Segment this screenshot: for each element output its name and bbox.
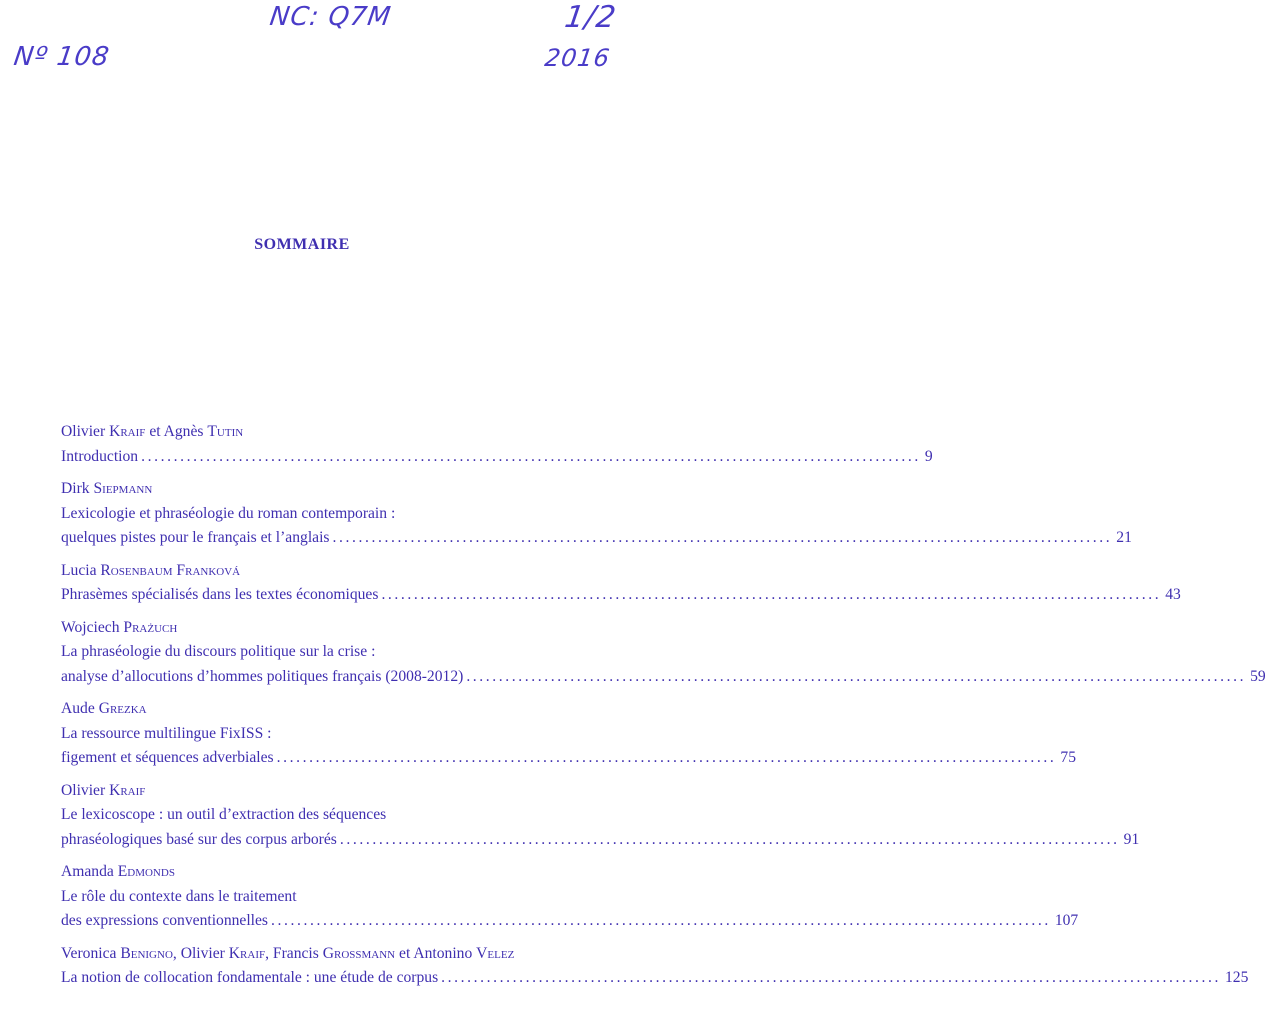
author-last-name: Siepmann (93, 480, 153, 497)
dot-leader: ........................................................................................................................ (441, 969, 1221, 986)
author-first-name: Veronica (61, 944, 117, 962)
dot-leader: ........................................................................................................................ (271, 912, 1051, 929)
toc-title-line (61, 722, 547, 747)
toc-entry (61, 860, 1079, 934)
toc-entry (61, 420, 933, 469)
toc-title-text: quelques pistes pour le français et l’anglais (61, 529, 330, 546)
toc-page-number: 91 (1123, 830, 1140, 848)
toc-title-text: figement et séquences adverbiales (61, 749, 274, 766)
dot-leader: ........................................................................................................................ (381, 586, 1162, 603)
toc-title-text: La notion de collocation fondamentale : une étude de corpus (61, 969, 439, 986)
toc-page-number: 43 (1165, 586, 1181, 603)
toc-title-line (61, 909, 1079, 934)
toc-title-line (61, 885, 547, 910)
author-first-name: Francis (272, 944, 319, 962)
dot-leader: ........................................................................................................................ (141, 447, 921, 465)
author-last-name: Edmonds (117, 863, 175, 880)
handwritten-number: Nº 108 (11, 42, 112, 72)
toc-authors (61, 616, 547, 641)
author-last-name: Rosenbaum Franková (100, 561, 241, 579)
author-first-name: Olivier (61, 423, 106, 440)
handwritten-fraction: 1/2 (562, 0, 619, 35)
toc-page-number: 21 (1116, 529, 1132, 546)
table-of-contents (61, 420, 1266, 999)
toc-authors (61, 559, 547, 584)
toc-entry (61, 697, 1076, 771)
author-separator: et (149, 423, 161, 440)
toc-title-text: Phrasèmes spécialisés dans les textes économiques (61, 586, 379, 603)
toc-title-line (61, 583, 1181, 608)
toc-page-number: 107 (1054, 912, 1079, 929)
toc-title-line (61, 966, 1249, 991)
author-last-name: Kraif (109, 781, 146, 799)
author-first-name: Agnès (163, 423, 204, 440)
toc-title-text: Le rôle du contexte dans le traitement (61, 887, 297, 905)
dot-leader: ........................................................................................................................ (339, 830, 1120, 848)
author-separator: , (172, 944, 177, 962)
author-last-name: Grezka (98, 700, 147, 717)
toc-title-text: La phraséologie du discours politique sur la crise : (61, 643, 376, 660)
toc-authors (61, 779, 547, 804)
toc-page-number: 75 (1060, 749, 1076, 766)
toc-title-line (61, 640, 547, 665)
author-separator: et (399, 944, 411, 962)
author-last-name: Velez (476, 944, 515, 962)
toc-page-number: 59 (1250, 667, 1266, 685)
toc-title-line (61, 502, 547, 527)
author-last-name: Prażuch (123, 618, 178, 636)
toc-entry (61, 477, 1132, 551)
toc-authors (61, 420, 547, 445)
toc-title-text: La ressource multilingue FixISS : (61, 724, 272, 742)
author-first-name: Dirk (61, 480, 90, 497)
toc-entry (61, 942, 1249, 991)
toc-title-text: analyse d’allocutions d’hommes politiques français (2008-2012) (61, 667, 464, 685)
author-last-name: Tutin (207, 423, 244, 440)
toc-title-text: phraséologiques basé sur des corpus arborés (61, 830, 337, 848)
author-first-name: Amanda (61, 863, 114, 880)
handwritten-nc-code: NC: Q7M (267, 2, 394, 32)
page-title: SOMMAIRE (254, 236, 350, 253)
author-last-name: Kraif (109, 423, 146, 440)
toc-entry (61, 779, 1140, 853)
author-first-name: Olivier (180, 944, 225, 962)
toc-title-line (61, 445, 933, 470)
author-first-name: Antonino (413, 944, 473, 962)
dot-leader: ........................................................................................................................ (332, 529, 1113, 546)
author-first-name: Wojciech (61, 618, 120, 636)
toc-title-text: des expressions conventionnelles (61, 912, 269, 929)
author-last-name: Benigno (120, 944, 173, 962)
author-last-name: Grossmann (322, 944, 396, 962)
dot-leader: ........................................................................................................................ (276, 749, 1057, 766)
toc-page-number: 125 (1224, 969, 1249, 986)
toc-title-line (61, 803, 547, 828)
handwritten-year: 2016 (543, 44, 613, 72)
author-first-name: Aude (61, 700, 95, 717)
toc-page-number: 9 (924, 447, 933, 465)
toc-entry (61, 616, 1266, 690)
toc-title-line (61, 665, 1266, 690)
author-first-name: Olivier (61, 781, 106, 799)
toc-title-text: Le lexicoscope : un outil d’extraction des séquences (61, 806, 387, 823)
author-first-name: Lucia (61, 561, 97, 579)
toc-title-line (61, 526, 1132, 551)
toc-authors (61, 477, 547, 502)
dot-leader: ........................................................................................................................ (466, 667, 1247, 685)
toc-authors (61, 942, 547, 967)
toc-entry (61, 559, 1181, 608)
toc-authors (61, 860, 547, 885)
toc-title-text: Lexicologie et phraséologie du roman contemporain : (61, 504, 396, 522)
toc-authors (61, 697, 547, 722)
author-last-name: Kraif (228, 944, 266, 962)
toc-title-line (61, 746, 1076, 771)
toc-title-line (61, 828, 1140, 853)
toc-title-text: Introduction (61, 447, 139, 465)
author-separator: , (265, 944, 270, 962)
